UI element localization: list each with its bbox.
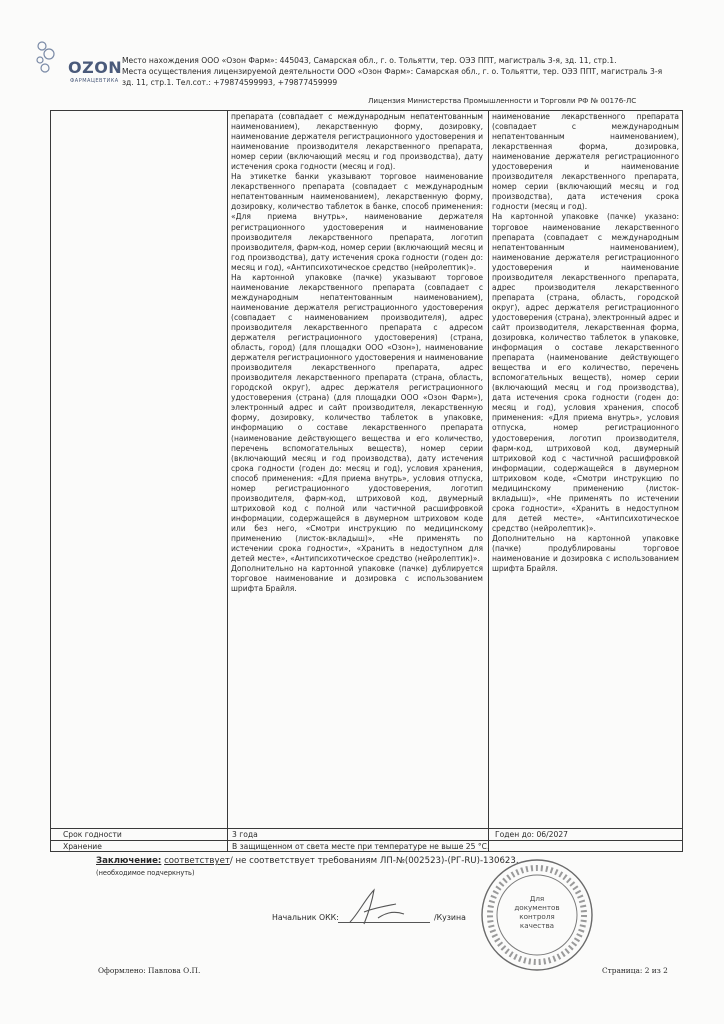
shelf-life-value: 3 года	[232, 830, 258, 839]
signatory-role: Начальник ОКК:	[272, 913, 339, 922]
logo-subtitle: ФАРМАЦЕВТИКА	[70, 78, 119, 84]
page-number: Страница: 2 из 2	[602, 966, 668, 975]
header-licensed-activity: Места осуществления лицензируемой деятельности ООО «Озон Фарм»: Самарская обл., г. о. Тольятти, тер. ОЭЗ ППТ, магистраль 3-я	[122, 67, 663, 76]
license-line: Лицензия Министерства Промышленности и Торговли РФ № 00176-ЛС	[368, 96, 637, 105]
requirement-paragraph: На этикетке банки указывают торговое наименование лекарственного препарата (совпадает с международным непатентованным наименованием), лекарственную форму, дозировку, количество таблеток в банке, способ применения: «Для приема внутрь», наименование держателя регистрационного удостоверения и наименование производителя лекарственного препарата, логотип производителя, фарм-код, номер серии (включающий месяц и год производства), дату истечения срока годности (годен до: месяц и год), «Антипсихотическое средство (нейролептик)».	[231, 172, 483, 272]
conclusion-not-complies: не соответствует	[235, 856, 315, 866]
underline-note: (необходимое подчеркнуть)	[96, 869, 195, 877]
logo-wordmark: OZON	[68, 58, 123, 77]
requirement-paragraph: препарата (совпадает с международным непатентованным наименованием), лекарственную форму, дозировку, наименование держателя регистрационного удостоверения и наименование производителя лекарственного препарата, номер серии (включающий месяц и год производства), дату истечения срока годности (месяц и год).	[231, 112, 483, 172]
stamp-line: контроля	[519, 912, 555, 921]
conclusion-label: Заключение:	[96, 856, 162, 866]
requirement-column	[231, 112, 483, 594]
result-paragraph: На картонной упаковке (пачке) указано: торговое наименование лекарственного препарата (совпадает с международным непатентованным наименованием), наименование держателя регистрационного удостоверения и наименование производителя лекарственного препарата, адрес производителя лекарственного препарата (страна, область, городской округ), адрес держателя регистрационного удостоверения (страна), электронный адрес и сайт производителя, лекарственная форма, дозировка, количество таблеток в упаковке, информация о составе лекарственного препарата (наименование действующего вещества и его количество, перечень вспомогательных веществ), номер серии (включающий месяц и год производства), дата истечения срока годности (годен до: месяц и год), условия хранения, способ применения: «Для приема внутрь», условия отпуска, номер регистрационного удостоверения, логотип производителя, фарм-код, штриховой код, двумерный штриховой код с частичной расшифровкой информации, содержащейся в двумерном штриховом коде, «Смотри инструкцию по медицинскому применению (листок-вкладыш)», «Не применять по истечении срока годности», «Хранить в недоступном для детей месте», «Антипсихотическое средство (нейролептик)».	[492, 212, 679, 533]
signatory-name: /Кузина	[434, 913, 466, 922]
requirement-paragraph: Дополнительно на картонной упаковке (пачке) дублируется торговое наименование и дозировка с использованием шрифта Брайля.	[231, 564, 483, 594]
storage-value: В защищенном от света месте при температуре не выше 25 °С.	[232, 842, 490, 851]
table-divider	[488, 111, 489, 851]
conclusion-line	[96, 856, 519, 866]
handwritten-signature-icon	[344, 884, 414, 928]
requirement-paragraph: На картонной упаковке (пачке) указывают торговое наименование лекарственного препарата (совпадает с международным непатентованным наименованием), наименование держателя регистрационного удостоверения (совпадает с наименованием производителя), адрес производителя лекарственного препарата с адресом держателя регистрационного удостоверения) (страна, область, город) (для площадки ООО «Озон»), наименование держателя регистрационного удостоверения и наименование производителя лекарственного препарата, адрес производителя лекарственного препарата (страна, область, городской округ), адрес держателя регистрационного удостоверения (страна) (для площадки ООО «Озон Фарм»), электронный адрес и сайт производителя, лекарственную форму, дозировку, количество таблеток в упаковке, информацию о составе лекарственного препарата (наименование действующего вещества и его количество, перечень вспомогательных веществ), номер серии (включающий месяц и год производства), дату истечения срока годности (годен до: месяц и год), условия хранения, способ применения: «Для приема внутрь», условия отпуска, номер регистрационного удостоверения, логотип производителя, фарм-код, штриховой код, двумерный штриховой код с полной или частичной расшифровкой информации, содержащейся в двумерном штриховом коде или без него, «Смотри инструкцию по медицинскому применению (листок-вкладыш)», «Не применять по истечении срока годности», «Хранить в недоступном для детей месте», «Антипсихотическое средство (нейролептик)».	[231, 272, 483, 564]
shelf-life-label: Срок годности	[63, 830, 122, 839]
shelf-life-result: Годен до: 06/2027	[495, 830, 568, 839]
conclusion-complies: соответствует	[164, 856, 230, 866]
stamp-text	[512, 894, 562, 930]
result-paragraph: Дополнительно на картонной упаковке (пачке) продублированы торговое наименование и дозировка с использованием шрифта Брайля.	[492, 533, 679, 574]
table-divider	[227, 111, 228, 851]
stamp-line: качества	[519, 921, 555, 930]
conclusion-slash: /	[229, 856, 233, 866]
table-row-divider	[51, 840, 682, 841]
prepared-by: Оформлено: Павлова О.П.	[98, 966, 201, 975]
company-logo	[34, 36, 124, 90]
conclusion-requirements: требованиям ЛП-№(002523)-(РГ-RU)-130623.	[317, 856, 519, 866]
stamp-line: Для	[529, 894, 545, 903]
quality-control-stamp	[478, 856, 596, 974]
spec-table	[50, 110, 683, 852]
result-column	[492, 112, 679, 574]
storage-label: Хранение	[63, 842, 102, 851]
result-paragraph: наименование лекарственного препарата (совпадает с международным непатентованным наименованием), лекарственная форма, дозировка, наименование держателя регистрационного удостоверения и наименование производителя лекарственного препарата, номер серии (включающий месяц и год производства), дата истечения срока годности (месяц и год).	[492, 112, 679, 212]
header-address: Место нахождения ООО «Озон Фарм»: 445043, Самарская обл., г. о. Тольятти, тер. ОЭЗ ППТ, магистраль 3-я, зд. 11, стр.1.	[122, 56, 617, 65]
table-row-divider	[51, 828, 682, 829]
stamp-line: документов	[514, 903, 560, 912]
header-phones: зд. 11, стр.1. Тел.сот.: +79874599993, +79877459999	[122, 78, 338, 87]
